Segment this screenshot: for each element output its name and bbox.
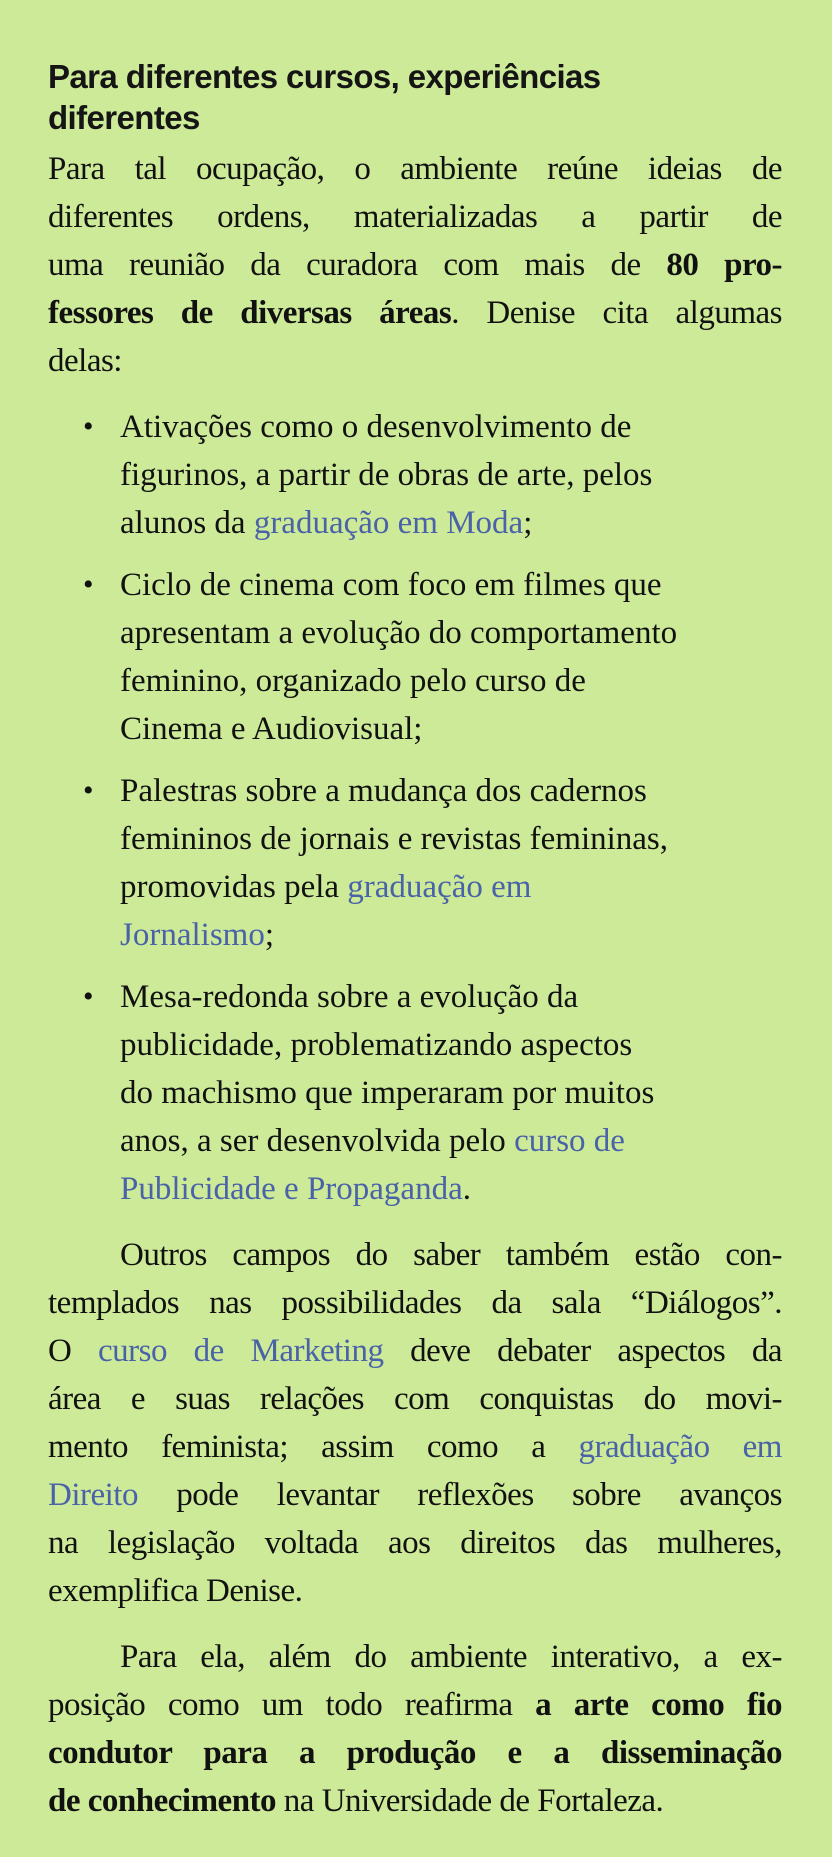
- bullet-icon: •: [83, 568, 94, 601]
- body-text: Ciclo de cinema com foco em filmes que: [120, 567, 662, 603]
- text-line: [48, 337, 782, 385]
- text-line: [48, 1327, 782, 1375]
- body-text: Cinema e Audiovisual;: [120, 711, 423, 747]
- body-text: do machismo que imperaram por muitos: [120, 1075, 655, 1111]
- body-text: Para tal ocupação, o ambiente reúne ideias de: [48, 151, 782, 187]
- text-line: [48, 1279, 782, 1327]
- text-line: [48, 1567, 782, 1615]
- text-line: [120, 1069, 782, 1117]
- paragraph-intro: [48, 145, 782, 385]
- list-item: [48, 767, 782, 959]
- body-text: mento feminista; assim como a: [48, 1429, 579, 1465]
- course-link[interactable]: graduação em Moda: [253, 505, 524, 541]
- course-link[interactable]: graduação em: [347, 869, 532, 905]
- body-text: Para ela, além do ambiente interativo, a ex-: [120, 1639, 782, 1675]
- text-line: [48, 1633, 782, 1681]
- text-line: [48, 1423, 782, 1471]
- course-link[interactable]: curso de: [514, 1123, 625, 1159]
- body-text: figurinos, a partir de obras de arte, pelos: [120, 457, 653, 493]
- text-line: [48, 289, 782, 337]
- body-text: ;: [523, 505, 533, 541]
- bullet-icon: •: [83, 410, 94, 443]
- text-line: [48, 241, 782, 289]
- body-text: anos, a ser desenvolvida pelo: [120, 1123, 515, 1159]
- body-text: exemplifica Denise.: [48, 1573, 303, 1609]
- emphasis-text: fessores de diversas áreas: [48, 295, 452, 331]
- emphasis-text: de conhecimento: [48, 1783, 277, 1819]
- body-text: pode levantar reflexões sobre avanços: [137, 1477, 782, 1513]
- body-text: publicidade, problematizando aspectos: [120, 1027, 633, 1063]
- body-text: na legislação voltada aos direitos das mulheres,: [48, 1525, 782, 1561]
- text-line: [48, 1681, 782, 1729]
- text-line: [120, 911, 782, 959]
- emphasis-text: condutor para a produção e a disseminação: [48, 1735, 782, 1771]
- course-link[interactable]: Publicidade e Propaganda: [120, 1171, 463, 1207]
- body-text: Mesa-redonda sobre a evolução da: [120, 979, 579, 1015]
- section-heading: [48, 56, 782, 138]
- text-line: [120, 451, 782, 499]
- body-text: Palestras sobre a mudança dos cadernos: [120, 773, 647, 809]
- list-item: [48, 403, 782, 547]
- body-text: delas:: [48, 343, 122, 379]
- heading-line: diferentes: [48, 99, 200, 136]
- text-line: [48, 193, 782, 241]
- text-line: [120, 499, 782, 547]
- course-link[interactable]: Direito: [48, 1477, 138, 1513]
- text-line: [120, 609, 782, 657]
- body-text: promovidas pela: [120, 869, 348, 905]
- text-line: [120, 815, 782, 863]
- course-link[interactable]: Jornalismo: [120, 917, 265, 953]
- body-text: .: [462, 1171, 471, 1207]
- body-text: feminino, organizado pelo curso de: [120, 663, 586, 699]
- text-line: [48, 1375, 782, 1423]
- text-line: [120, 705, 782, 753]
- paragraph-conclusion: [48, 1633, 782, 1825]
- body-text: O: [48, 1333, 99, 1369]
- text-line: [120, 1021, 782, 1069]
- text-line: [48, 1777, 782, 1825]
- emphasis-text: a arte como fio: [535, 1687, 783, 1723]
- text-line: [48, 1231, 782, 1279]
- text-line: [48, 1471, 782, 1519]
- activities-list: [48, 403, 782, 1213]
- text-line: [48, 1729, 782, 1777]
- heading-line: Para diferentes cursos, experiências: [48, 58, 601, 95]
- body-text: femininos de jornais e revistas femininas,: [120, 821, 669, 857]
- text-line: [48, 145, 782, 193]
- body-text: ;: [264, 917, 274, 953]
- text-line: [120, 863, 782, 911]
- body-text: área e suas relações com conquistas do movi-: [48, 1381, 782, 1417]
- text-line: [120, 1117, 782, 1165]
- body-text: . Denise cita algumas: [451, 295, 782, 331]
- text-line: [120, 1165, 782, 1213]
- bullet-icon: •: [83, 774, 94, 807]
- body-text: na Universidade de Fortaleza.: [276, 1783, 664, 1819]
- bullet-icon: •: [83, 980, 94, 1013]
- paragraph-other-fields: [48, 1231, 782, 1615]
- body-text: Outros campos do saber também estão con-: [120, 1237, 782, 1273]
- body-text: apresentam a evolução do comportamento: [120, 615, 678, 651]
- list-item: [48, 561, 782, 753]
- text-line: [120, 767, 782, 815]
- body-text: deve debater aspectos da: [383, 1333, 782, 1369]
- body-text: uma reunião da curadora com mais de: [48, 247, 667, 283]
- text-line: [120, 403, 782, 451]
- emphasis-text: 80 pro-: [666, 247, 782, 283]
- text-line: [120, 657, 782, 705]
- course-link[interactable]: graduação em: [578, 1429, 782, 1465]
- body-text: diferentes ordens, materializadas a partir de: [48, 199, 782, 235]
- body-text: alunos da: [120, 505, 254, 541]
- body-text: templados nas possibilidades da sala “Diálogos”.: [48, 1285, 782, 1321]
- text-line: [120, 973, 782, 1021]
- course-link[interactable]: curso de Marketing: [98, 1333, 384, 1369]
- body-text: Ativações como o desenvolvimento de: [120, 409, 632, 445]
- body-text: posição como um todo reafirma: [48, 1687, 536, 1723]
- article-section: [48, 0, 782, 1825]
- text-line: [48, 1519, 782, 1567]
- text-line: [120, 561, 782, 609]
- list-item: [48, 973, 782, 1213]
